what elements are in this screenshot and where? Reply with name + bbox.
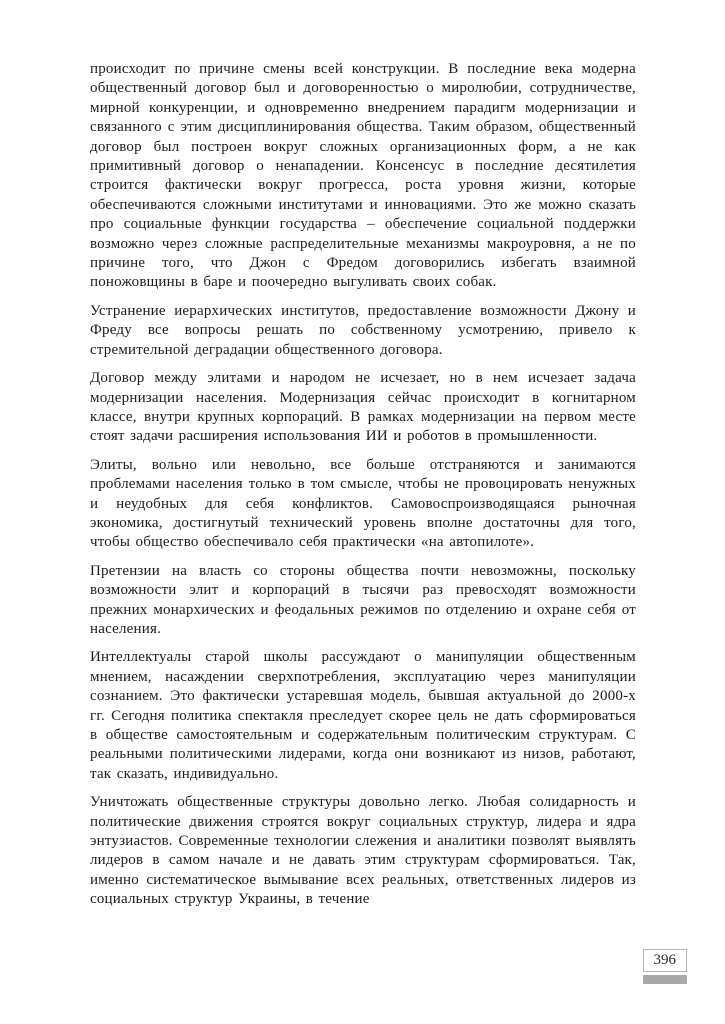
paragraph-6: Интеллектуалы старой школы рассуждают о манипуляции общественным мнением, насаждении сверхпотребления, эксплуатацию через манипуляции сознанием. Это фактически устаревшая модель, бывшая актуальной до 2000-х гг. Сегодня политика спектакля преследует скорее цель не дать сформироваться в обществе самостоятельным и содержательным политическим структурам. С реальными политическими лидерами, когда они возникают из низов, работают, так сказать, индивидуально.	[90, 649, 636, 782]
paragraph-7: Уничтожать общественные структуры довольно легко. Любая солидарность и политические движения строятся вокруг социальных структур, лидера и ядра энтузиастов. Современные технологии слежения и аналитики позволят выявлять лидеров в самом начале и не давать этим структурам сформироваться. Так, именно систематическое вымывание всех реальных, ответственных лидеров из социальных структур Украины, в течение	[90, 794, 636, 908]
paragraph-1: происходит по причине смены всей конструкции. В последние века модерна общественный договор был и договоренностью о миролюбии, сотрудничестве, мирной конкуренции, и одновременно внедрением парадигм модернизации и связанного с этим дисциплинирования общества. Таким образом, общественный договор был построен вокруг сложных организационных форм, а не как примитивный договор о ненападении. Консенсус в последние десятилетия строится фактически вокруг прогресса, роста уровня жизни, которые обеспечиваются сложными институтами и инновациями. Это же можно сказать про социальные функции государства – обеспечение социальной поддержки возможно через сложные распределительные механизмы макроуровня, а не по причине того, что Джон с Фредом договорились избегать взаимной поножовщины в баре и поочередно выгуливать своих собак.	[90, 61, 636, 291]
paragraph-5: Претензии на власть со стороны общества почти невозможны, поскольку возможности элит и корпораций в тысячи раз превосходят возможности прежних монархических и феодальных режимов по отделению и охране себя от населения.	[90, 562, 636, 637]
page-number: 396	[643, 949, 688, 972]
paragraph-2: Устранение иерархических институтов, предоставление возможности Джону и Фреду все вопросы решать по собственному усмотрению, привело к стремительной деградации общественного договора.	[90, 302, 636, 358]
footer-decoration-bar	[643, 975, 687, 984]
paragraph-4: Элиты, вольно или невольно, все больше отстраняются и занимаются проблемами населения только в том смысле, чтобы не провоцировать ненужных и неудобных для себя конфликтов. Самовоспроизводящаяся рыночная экономика, достигнутый технический уровень вполне достаточны для того, чтобы общество обеспечивало себя практически «на автопилоте».	[90, 456, 636, 551]
paragraph-3: Договор между элитами и народом не исчезает, но в нем исчезает задача модернизации населения. Модернизация сейчас происходит в когнитарном классе, внутри крупных корпораций. В рамках модернизации на первом месте стоят задачи расширения использования ИИ и роботов в промышленности.	[90, 370, 636, 445]
page-footer	[643, 949, 688, 984]
text-content	[90, 60, 636, 919]
